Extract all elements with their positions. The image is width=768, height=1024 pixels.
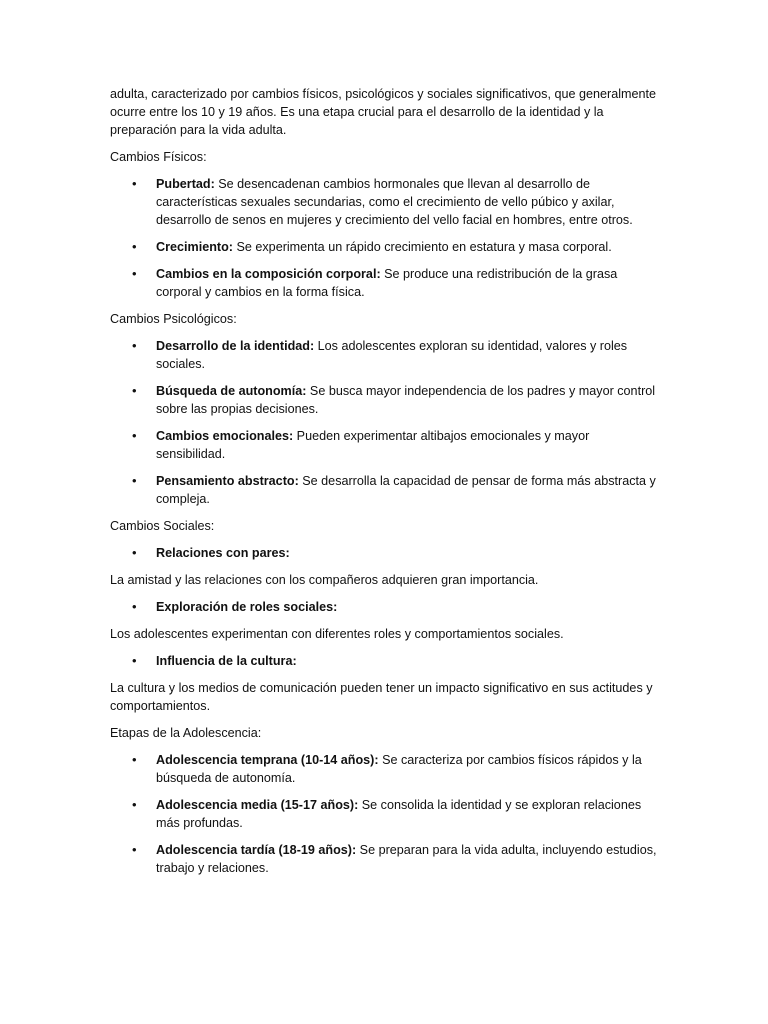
list-sociales-cultura	[110, 652, 662, 670]
list-item	[110, 652, 662, 670]
bullet-icon: •	[132, 383, 137, 398]
list-fisicos	[110, 175, 662, 301]
list-item	[110, 427, 662, 463]
list-item	[110, 796, 662, 832]
item-term: Búsqueda de autonomía:	[156, 384, 307, 398]
bullet-icon: •	[132, 797, 137, 812]
item-term: Cambios emocionales:	[156, 429, 294, 443]
bullet-icon: •	[132, 752, 137, 767]
bullet-icon: •	[132, 473, 137, 488]
bullet-icon: •	[132, 338, 137, 353]
intro-paragraph: adulta, caracterizado por cambios físicos, psicológicos y sociales significativos, que generalmente ocurre entre los 10 y 19 años. Es una etapa crucial para el desarrollo de la identidad y la preparación para la vida adulta.	[110, 87, 657, 137]
section-heading-sociales: Cambios Sociales:	[110, 519, 215, 533]
document-page	[110, 85, 662, 886]
item-term: Influencia de la cultura:	[156, 654, 297, 668]
item-term: Adolescencia media (15-17 años):	[156, 798, 359, 812]
section-heading-etapas: Etapas de la Adolescencia:	[110, 726, 262, 740]
item-term: Pubertad:	[156, 177, 215, 191]
item-text: Se busca mayor independencia de los padres y mayor control sobre las propias decisiones.	[156, 384, 656, 416]
list-item	[110, 337, 662, 373]
section-heading-psicologicos: Cambios Psicológicos:	[110, 312, 237, 326]
sociales-cultura-text: La cultura y los medios de comunicación pueden tener un impacto significativo en sus actitudes y comportamientos.	[110, 681, 653, 713]
sociales-pares-text: La amistad y las relaciones con los compañeros adquieren gran importancia.	[110, 573, 539, 587]
item-term: Adolescencia temprana (10-14 años):	[156, 753, 379, 767]
bullet-icon: •	[132, 239, 137, 254]
section-heading-fisicos: Cambios Físicos:	[110, 150, 207, 164]
sociales-roles-text: Los adolescentes experimentan con diferentes roles y comportamientos sociales.	[110, 627, 564, 641]
list-item	[110, 598, 662, 616]
item-text: Se desencadenan cambios hormonales que llevan al desarrollo de características sexuales secundarias, como el crecimiento de vello púbico y axilar, desarrollo de senos en mujeres y crecimiento del vello facial en hombres, entre otros.	[156, 177, 633, 227]
list-item	[110, 238, 662, 256]
item-text: Los adolescentes exploran su identidad, valores y roles sociales.	[156, 339, 628, 371]
bullet-icon: •	[132, 545, 137, 560]
bullet-icon: •	[132, 653, 137, 668]
list-sociales-pares	[110, 544, 662, 562]
item-term: Relaciones con pares:	[156, 546, 290, 560]
list-etapas	[110, 751, 662, 877]
item-text: Se caracteriza por cambios físicos rápidos y la búsqueda de autonomía.	[156, 753, 642, 785]
item-term: Desarrollo de la identidad:	[156, 339, 315, 353]
list-item	[110, 175, 662, 229]
list-sociales-roles	[110, 598, 662, 616]
item-term: Pensamiento abstracto:	[156, 474, 299, 488]
item-text: Se consolida la identidad y se exploran relaciones más profundas.	[156, 798, 642, 830]
item-text: Se preparan para la vida adulta, incluyendo estudios, trabajo y relaciones.	[156, 843, 657, 875]
list-item	[110, 544, 662, 562]
bullet-icon: •	[132, 428, 137, 443]
bullet-icon: •	[132, 266, 137, 281]
item-term: Crecimiento:	[156, 240, 233, 254]
bullet-icon: •	[132, 599, 137, 614]
list-item	[110, 382, 662, 418]
list-item	[110, 841, 662, 877]
item-text: Se experimenta un rápido crecimiento en estatura y masa corporal.	[232, 240, 612, 254]
item-term: Exploración de roles sociales:	[156, 600, 338, 614]
item-text: Se desarrolla la capacidad de pensar de forma más abstracta y compleja.	[156, 474, 656, 506]
item-term: Cambios en la composición corporal:	[156, 267, 381, 281]
list-item	[110, 751, 662, 787]
item-term: Adolescencia tardía (18-19 años):	[156, 843, 357, 857]
list-item	[110, 472, 662, 508]
bullet-icon: •	[132, 842, 137, 857]
item-text: Pueden experimentar altibajos emocionales y mayor sensibilidad.	[156, 429, 590, 461]
list-psicologicos	[110, 337, 662, 508]
list-item	[110, 265, 662, 301]
item-text: Se produce una redistribución de la grasa corporal y cambios en la forma física.	[156, 267, 618, 299]
bullet-icon: •	[132, 176, 137, 191]
